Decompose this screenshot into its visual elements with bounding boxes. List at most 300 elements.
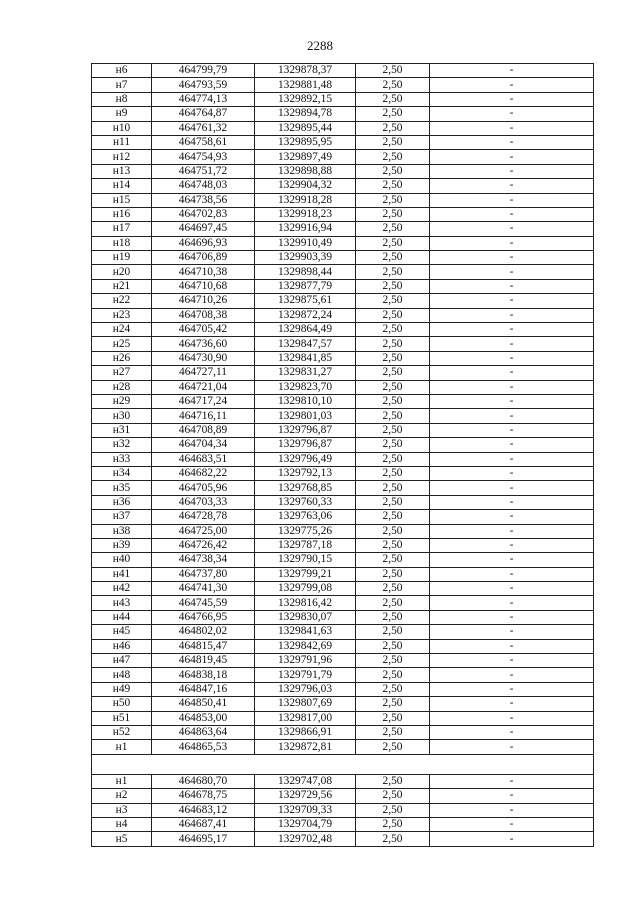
x-coordinate-cell: 464697,45 [152,222,255,236]
y-coordinate-cell: 1329918,23 [255,207,356,221]
description-cell: - [430,654,594,668]
y-coordinate-cell: 1329704,79 [255,817,356,831]
separator-row [92,754,594,774]
description-cell: - [430,725,594,739]
description-cell: - [430,682,594,696]
table-row [92,697,594,711]
y-coordinate-cell: 1329816,42 [255,596,356,610]
description-cell: - [430,135,594,149]
y-coordinate-cell: 1329847,57 [255,337,356,351]
x-coordinate-cell: 464738,56 [152,193,255,207]
accuracy-cell: 2,50 [356,789,430,803]
point-name-cell: н29 [92,394,152,408]
y-coordinate-cell: 1329830,07 [255,610,356,624]
table-row [92,639,594,653]
accuracy-cell: 2,50 [356,438,430,452]
accuracy-cell: 2,50 [356,697,430,711]
table-row [92,150,594,164]
y-coordinate-cell: 1329702,48 [255,832,356,846]
point-name-cell: н42 [92,582,152,596]
table-row [92,380,594,394]
accuracy-cell: 2,50 [356,711,430,725]
accuracy-cell: 2,50 [356,251,430,265]
description-cell: - [430,78,594,92]
table-row [92,452,594,466]
x-coordinate-cell: 464741,30 [152,582,255,596]
x-coordinate-cell: 464710,38 [152,265,255,279]
x-coordinate-cell: 464736,60 [152,337,255,351]
y-coordinate-cell: 1329841,85 [255,351,356,365]
x-coordinate-cell: 464761,32 [152,121,255,135]
table-row [92,265,594,279]
y-coordinate-cell: 1329910,49 [255,236,356,250]
x-coordinate-cell: 464728,78 [152,510,255,524]
x-coordinate-cell: 464764,87 [152,107,255,121]
accuracy-cell: 2,50 [356,294,430,308]
y-coordinate-cell: 1329895,95 [255,135,356,149]
x-coordinate-cell: 464708,89 [152,423,255,437]
point-name-cell: н1 [92,740,152,754]
point-name-cell: н38 [92,524,152,538]
accuracy-cell: 2,50 [356,582,430,596]
x-coordinate-cell: 464705,96 [152,481,255,495]
description-cell: - [430,394,594,408]
description-cell: - [430,803,594,817]
separator-cell [92,754,594,774]
table-row [92,682,594,696]
x-coordinate-cell: 464726,42 [152,538,255,552]
accuracy-cell: 2,50 [356,409,430,423]
x-coordinate-cell: 464696,93 [152,236,255,250]
description-cell: - [430,193,594,207]
y-coordinate-cell: 1329898,44 [255,265,356,279]
point-name-cell: н30 [92,409,152,423]
description-cell: - [430,774,594,788]
point-name-cell: н49 [92,682,152,696]
accuracy-cell: 2,50 [356,193,430,207]
x-coordinate-cell: 464748,03 [152,179,255,193]
x-coordinate-cell: 464838,18 [152,668,255,682]
accuracy-cell: 2,50 [356,682,430,696]
table-row [92,625,594,639]
accuracy-cell: 2,50 [356,538,430,552]
description-cell: - [430,366,594,380]
table-row [92,481,594,495]
y-coordinate-cell: 1329787,18 [255,538,356,552]
description-cell: - [430,668,594,682]
point-name-cell: н31 [92,423,152,437]
y-coordinate-cell: 1329807,69 [255,697,356,711]
point-name-cell: н18 [92,236,152,250]
description-cell: - [430,567,594,581]
description-cell: - [430,351,594,365]
x-coordinate-cell: 464716,11 [152,409,255,423]
y-coordinate-cell: 1329763,06 [255,510,356,524]
description-cell: - [430,222,594,236]
point-name-cell: н43 [92,596,152,610]
description-cell: - [430,265,594,279]
table-row [92,817,594,831]
y-coordinate-cell: 1329709,33 [255,803,356,817]
x-coordinate-cell: 464847,16 [152,682,255,696]
accuracy-cell: 2,50 [356,323,430,337]
x-coordinate-cell: 464730,90 [152,351,255,365]
table-row [92,789,594,803]
y-coordinate-cell: 1329831,27 [255,366,356,380]
x-coordinate-cell: 464704,34 [152,438,255,452]
table-row [92,294,594,308]
table-row [92,740,594,754]
x-coordinate-cell: 464853,00 [152,711,255,725]
description-cell: - [430,236,594,250]
accuracy-cell: 2,50 [356,625,430,639]
point-name-cell: н17 [92,222,152,236]
description-cell: - [430,481,594,495]
x-coordinate-cell: 464815,47 [152,639,255,653]
y-coordinate-cell: 1329872,24 [255,308,356,322]
point-name-cell: н12 [92,150,152,164]
point-name-cell: н32 [92,438,152,452]
x-coordinate-cell: 464708,38 [152,308,255,322]
accuracy-cell: 2,50 [356,639,430,653]
x-coordinate-cell: 464710,68 [152,279,255,293]
point-name-cell: н13 [92,164,152,178]
y-coordinate-cell: 1329897,49 [255,150,356,164]
y-coordinate-cell: 1329866,91 [255,725,356,739]
table-row [92,668,594,682]
accuracy-cell: 2,50 [356,832,430,846]
y-coordinate-cell: 1329796,87 [255,423,356,437]
y-coordinate-cell: 1329878,37 [255,64,356,78]
description-cell: - [430,553,594,567]
point-name-cell: н37 [92,510,152,524]
accuracy-cell: 2,50 [356,423,430,437]
description-cell: - [430,438,594,452]
point-name-cell: н35 [92,481,152,495]
point-name-cell: н34 [92,466,152,480]
description-cell: - [430,789,594,803]
accuracy-cell: 2,50 [356,150,430,164]
point-name-cell: н1 [92,774,152,788]
accuracy-cell: 2,50 [356,466,430,480]
point-name-cell: н11 [92,135,152,149]
table-row [92,567,594,581]
y-coordinate-cell: 1329729,56 [255,789,356,803]
description-cell: - [430,337,594,351]
x-coordinate-cell: 464727,11 [152,366,255,380]
y-coordinate-cell: 1329791,96 [255,654,356,668]
description-cell: - [430,294,594,308]
table-row [92,610,594,624]
table-row [92,510,594,524]
x-coordinate-cell: 464850,41 [152,697,255,711]
accuracy-cell: 2,50 [356,774,430,788]
table-row [92,121,594,135]
accuracy-cell: 2,50 [356,236,430,250]
table-row [92,596,594,610]
x-coordinate-cell: 464683,12 [152,803,255,817]
point-name-cell: н41 [92,567,152,581]
y-coordinate-cell: 1329810,10 [255,394,356,408]
y-coordinate-cell: 1329768,85 [255,481,356,495]
table-row [92,774,594,788]
point-name-cell: н16 [92,207,152,221]
table-row [92,351,594,365]
accuracy-cell: 2,50 [356,495,430,509]
x-coordinate-cell: 464799,79 [152,64,255,78]
y-coordinate-cell: 1329775,26 [255,524,356,538]
y-coordinate-cell: 1329842,69 [255,639,356,653]
table-row [92,582,594,596]
table-row [92,423,594,437]
y-coordinate-cell: 1329841,63 [255,625,356,639]
point-name-cell: н51 [92,711,152,725]
point-name-cell: н19 [92,251,152,265]
y-coordinate-cell: 1329747,08 [255,774,356,788]
table-row [92,524,594,538]
accuracy-cell: 2,50 [356,380,430,394]
y-coordinate-cell: 1329801,03 [255,409,356,423]
table-row [92,466,594,480]
x-coordinate-cell: 464678,75 [152,789,255,803]
y-coordinate-cell: 1329823,70 [255,380,356,394]
description-cell: - [430,380,594,394]
table-row [92,803,594,817]
y-coordinate-cell: 1329790,15 [255,553,356,567]
table-row [92,725,594,739]
x-coordinate-cell: 464751,72 [152,164,255,178]
page-number: 2288 [307,38,333,53]
point-name-cell: н27 [92,366,152,380]
description-cell: - [430,423,594,437]
description-cell: - [430,466,594,480]
accuracy-cell: 2,50 [356,78,430,92]
description-cell: - [430,697,594,711]
point-name-cell: н36 [92,495,152,509]
x-coordinate-cell: 464683,51 [152,452,255,466]
accuracy-cell: 2,50 [356,567,430,581]
x-coordinate-cell: 464717,24 [152,394,255,408]
point-name-cell: н47 [92,654,152,668]
description-cell: - [430,817,594,831]
point-name-cell: н21 [92,279,152,293]
table-row [92,78,594,92]
description-cell: - [430,740,594,754]
table-row [92,107,594,121]
accuracy-cell: 2,50 [356,394,430,408]
point-name-cell: н26 [92,351,152,365]
description-cell: - [430,92,594,106]
accuracy-cell: 2,50 [356,351,430,365]
table-row [92,409,594,423]
y-coordinate-cell: 1329799,21 [255,567,356,581]
x-coordinate-cell: 464721,04 [152,380,255,394]
point-name-cell: н10 [92,121,152,135]
point-name-cell: н28 [92,380,152,394]
accuracy-cell: 2,50 [356,222,430,236]
y-coordinate-cell: 1329898,88 [255,164,356,178]
table-row [92,179,594,193]
accuracy-cell: 2,50 [356,817,430,831]
table-row [92,164,594,178]
point-name-cell: н20 [92,265,152,279]
description-cell: - [430,164,594,178]
x-coordinate-cell: 464738,34 [152,553,255,567]
point-name-cell: н48 [92,668,152,682]
point-name-cell: н33 [92,452,152,466]
description-cell: - [430,121,594,135]
point-name-cell: н6 [92,64,152,78]
accuracy-cell: 2,50 [356,803,430,817]
x-coordinate-cell: 464687,41 [152,817,255,831]
accuracy-cell: 2,50 [356,452,430,466]
description-cell: - [430,323,594,337]
accuracy-cell: 2,50 [356,64,430,78]
point-name-cell: н23 [92,308,152,322]
y-coordinate-cell: 1329894,78 [255,107,356,121]
y-coordinate-cell: 1329864,49 [255,323,356,337]
table-row [92,236,594,250]
accuracy-cell: 2,50 [356,308,430,322]
table-row [92,394,594,408]
y-coordinate-cell: 1329796,49 [255,452,356,466]
x-coordinate-cell: 464680,70 [152,774,255,788]
y-coordinate-cell: 1329892,15 [255,92,356,106]
point-name-cell: н40 [92,553,152,567]
y-coordinate-cell: 1329877,79 [255,279,356,293]
description-cell: - [430,582,594,596]
description-cell: - [430,596,594,610]
description-cell: - [430,538,594,552]
point-name-cell: н39 [92,538,152,552]
accuracy-cell: 2,50 [356,654,430,668]
table-row [92,323,594,337]
table-row [92,337,594,351]
x-coordinate-cell: 464754,93 [152,150,255,164]
point-name-cell: н22 [92,294,152,308]
table-row [92,711,594,725]
table-row [92,308,594,322]
x-coordinate-cell: 464774,13 [152,92,255,106]
x-coordinate-cell: 464703,33 [152,495,255,509]
accuracy-cell: 2,50 [356,366,430,380]
description-cell: - [430,150,594,164]
point-name-cell: н44 [92,610,152,624]
accuracy-cell: 2,50 [356,179,430,193]
description-cell: - [430,452,594,466]
y-coordinate-cell: 1329895,44 [255,121,356,135]
y-coordinate-cell: 1329799,08 [255,582,356,596]
x-coordinate-cell: 464819,45 [152,654,255,668]
accuracy-cell: 2,50 [356,135,430,149]
y-coordinate-cell: 1329916,94 [255,222,356,236]
accuracy-cell: 2,50 [356,121,430,135]
table-row [92,64,594,78]
description-cell: - [430,409,594,423]
coordinates-table [91,63,594,847]
accuracy-cell: 2,50 [356,164,430,178]
table-row [92,495,594,509]
table-row [92,538,594,552]
x-coordinate-cell: 464725,00 [152,524,255,538]
x-coordinate-cell: 464802,02 [152,625,255,639]
table-row [92,207,594,221]
table-row [92,251,594,265]
point-name-cell: н50 [92,697,152,711]
description-cell: - [430,107,594,121]
description-cell: - [430,832,594,846]
point-name-cell: н8 [92,92,152,106]
y-coordinate-cell: 1329875,61 [255,294,356,308]
y-coordinate-cell: 1329792,13 [255,466,356,480]
y-coordinate-cell: 1329903,39 [255,251,356,265]
y-coordinate-cell: 1329760,33 [255,495,356,509]
y-coordinate-cell: 1329796,03 [255,682,356,696]
description-cell: - [430,308,594,322]
x-coordinate-cell: 464706,89 [152,251,255,265]
description-cell: - [430,524,594,538]
y-coordinate-cell: 1329904,32 [255,179,356,193]
x-coordinate-cell: 464865,53 [152,740,255,754]
table-row [92,92,594,106]
x-coordinate-cell: 464766,95 [152,610,255,624]
y-coordinate-cell: 1329872,81 [255,740,356,754]
description-cell: - [430,251,594,265]
accuracy-cell: 2,50 [356,207,430,221]
table-row [92,193,594,207]
x-coordinate-cell: 464737,80 [152,567,255,581]
description-cell: - [430,179,594,193]
y-coordinate-cell: 1329796,87 [255,438,356,452]
accuracy-cell: 2,50 [356,265,430,279]
x-coordinate-cell: 464758,61 [152,135,255,149]
description-cell: - [430,639,594,653]
accuracy-cell: 2,50 [356,610,430,624]
point-name-cell: н3 [92,803,152,817]
table-row [92,438,594,452]
table-row [92,279,594,293]
accuracy-cell: 2,50 [356,668,430,682]
description-cell: - [430,279,594,293]
x-coordinate-cell: 464695,17 [152,832,255,846]
x-coordinate-cell: 464705,42 [152,323,255,337]
table-row [92,366,594,380]
table-row [92,654,594,668]
point-name-cell: н45 [92,625,152,639]
x-coordinate-cell: 464745,59 [152,596,255,610]
y-coordinate-cell: 1329918,28 [255,193,356,207]
accuracy-cell: 2,50 [356,107,430,121]
x-coordinate-cell: 464682,22 [152,466,255,480]
point-name-cell: н15 [92,193,152,207]
x-coordinate-cell: 464702,83 [152,207,255,221]
point-name-cell: н24 [92,323,152,337]
table-row [92,135,594,149]
accuracy-cell: 2,50 [356,481,430,495]
x-coordinate-cell: 464793,59 [152,78,255,92]
table-row [92,832,594,846]
point-name-cell: н14 [92,179,152,193]
accuracy-cell: 2,50 [356,337,430,351]
description-cell: - [430,625,594,639]
point-name-cell: н7 [92,78,152,92]
point-name-cell: н5 [92,832,152,846]
y-coordinate-cell: 1329791,79 [255,668,356,682]
x-coordinate-cell: 464710,26 [152,294,255,308]
accuracy-cell: 2,50 [356,553,430,567]
y-coordinate-cell: 1329817,00 [255,711,356,725]
description-cell: - [430,510,594,524]
